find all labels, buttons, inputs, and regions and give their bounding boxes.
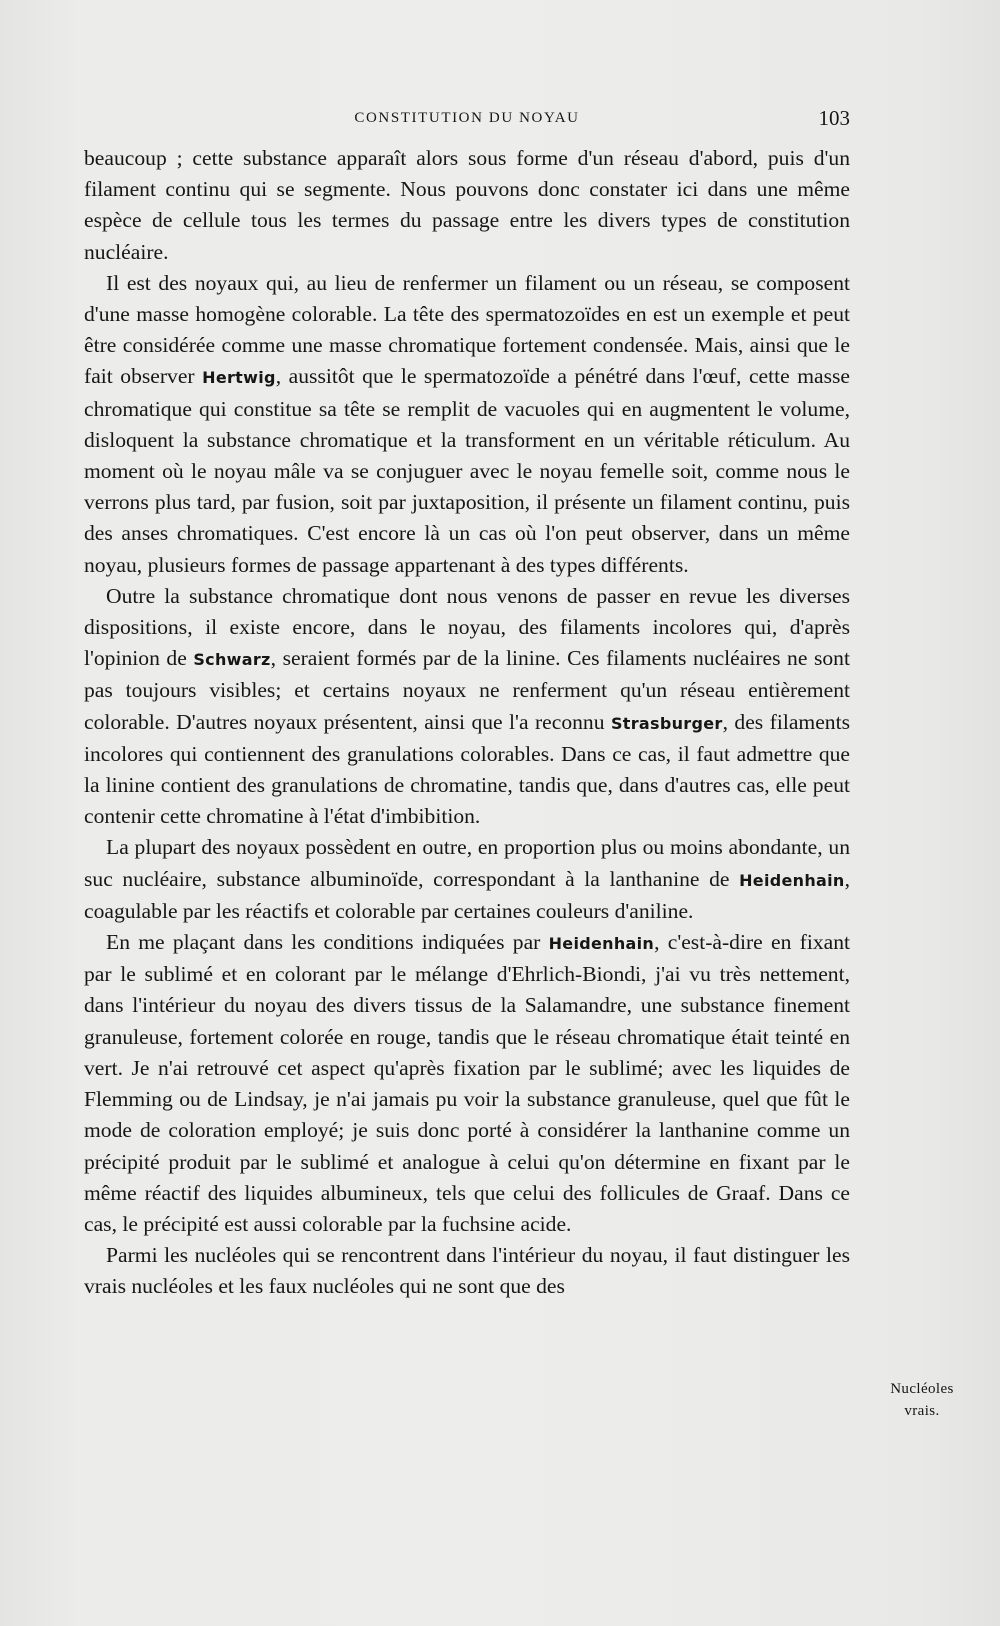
running-title: CONSTITUTION DU NOYAU — [354, 110, 580, 126]
paragraph-5-text-a: En me plaçant dans les conditions indiquées par — [106, 930, 549, 955]
paragraph-4 — [84, 832, 850, 927]
paragraph-3-text-a: Outre la substance chromatique dont nous venons de passer en revue les diverses dispositions, il existe encore, dans le noyau, des filaments incolores qui, d'après l'opinion de — [84, 583, 850, 671]
paragraph-2-text-b: , aussitôt que le spermatozoïde a pénétré dans l'œuf, cette masse chromatique qui constitue sa tête se remplit de vacuoles qui en augmentent le volume, disloquent la substance chromatique et la transforment en un véritable réticulum. Au moment où le noyau mâle va se conjuguer avec le noyau femelle soit, comme nous le verrons plus tard, par fusion, soit par juxtaposition, il présente un filament continu, puis des anses chromatiques. C'est encore là un cas où l'on peut observer, dans un même noyau, plusieurs formes de passage appartenant à des types différents. — [84, 364, 850, 577]
paragraph-3 — [84, 581, 850, 833]
paragraph-2 — [84, 268, 850, 581]
paragraph-1-text: beaucoup ; cette substance apparaît alors sous forme d'un réseau d'abord, puis d'un filament continu qui se segmente. Nous pouvons donc constater ici dans une même espèce de cellule tous les termes du passage entre les divers types de constitution nucléaire. — [84, 146, 850, 264]
paragraph-6 — [84, 1240, 850, 1302]
running-head — [84, 108, 850, 132]
paragraph-5 — [84, 927, 850, 1240]
paragraph-5-text-b: , c'est-à-dire en fixant par le sublimé et en colorant par le mélange d'Ehrlich-Biondi, j'ai vu très nettement, dans l'intérieur du noyau des divers tissus de la Salamandre, une substance finement granuleuse, fortement colorée en rouge, tandis que le réseau chromatique était teinté en vert. Je n'ai retrouvé cet aspect qu'après fixation par le sublimé; avec les liquides de Flemming ou de Lindsay, je n'ai jamais pu voir la substance granuleuse, quel que fût le mode de coloration employé; je suis donc porté à considérer la lanthanine comme un précipité produit par le sublimé et analogue à celui qu'on détermine en fixant par le même réactif des liquides albumineux, tels que celui des follicules de Graaf. Dans ce cas, le précipité est aussi colorable par la fuchsine acide. — [84, 930, 850, 1236]
margin-note-line-1: Nucléoles — [890, 1381, 954, 1397]
margin-note-line-2: vrais. — [904, 1403, 940, 1419]
author-name-heidenhain: Heidenhain — [739, 870, 845, 890]
paragraph-4-text-a: La plupart des noyaux possèdent en outre, en proportion plus ou moins abondante, un suc nucléaire, substance albuminoïde, correspondant à la lanthanine de — [84, 835, 850, 891]
author-name-schwarz: Schwarz — [193, 650, 271, 670]
paragraph-2-text-a: Il est des noyaux qui, au lieu de renfermer un filament ou un réseau, se composent d'une masse homogène colorable. La tête des spermatozoïdes en est un exemple et peut être considérée comme une masse chromatique fortement condensée. Mais, ainsi que le fait observer — [84, 270, 850, 389]
page-number: 103 — [818, 106, 850, 130]
paragraph-3-text-b: , seraient formés par de la linine. Ces filaments nucléaires ne sont pas toujours visibles; et certains noyaux ne renferment qu'un réseau entièrement colorable. D'autres noyaux présentent, ainsi que l'a reconnu — [84, 646, 850, 734]
author-name-heidenhain-2: Heidenhain — [548, 934, 655, 954]
author-name-strasburger: Strasburger — [610, 713, 723, 733]
paragraph-4-text-b: , coagulable par les réactifs et colorable par certaines couleurs d'aniline. — [84, 866, 850, 923]
paragraph-3-text-c: , des filaments incolores qui contiennent des granulations colorables. Dans ce cas, il faut admettre que la linine contient des granulations de chromatine, tandis que, dans d'autres cas, elle peut contenir cette chromatine à l'état d'imbibition. — [84, 709, 850, 829]
paragraph-1 — [84, 143, 850, 268]
margin-note — [872, 1378, 972, 1422]
paragraph-6-text: Parmi les nucléoles qui se rencontrent dans l'intérieur du noyau, il faut distinguer les vrais nucléoles et les faux nucléoles qui ne sont que des — [84, 1243, 850, 1299]
author-name-hertwig: Hertwig — [202, 368, 276, 388]
body-text — [84, 143, 850, 1303]
